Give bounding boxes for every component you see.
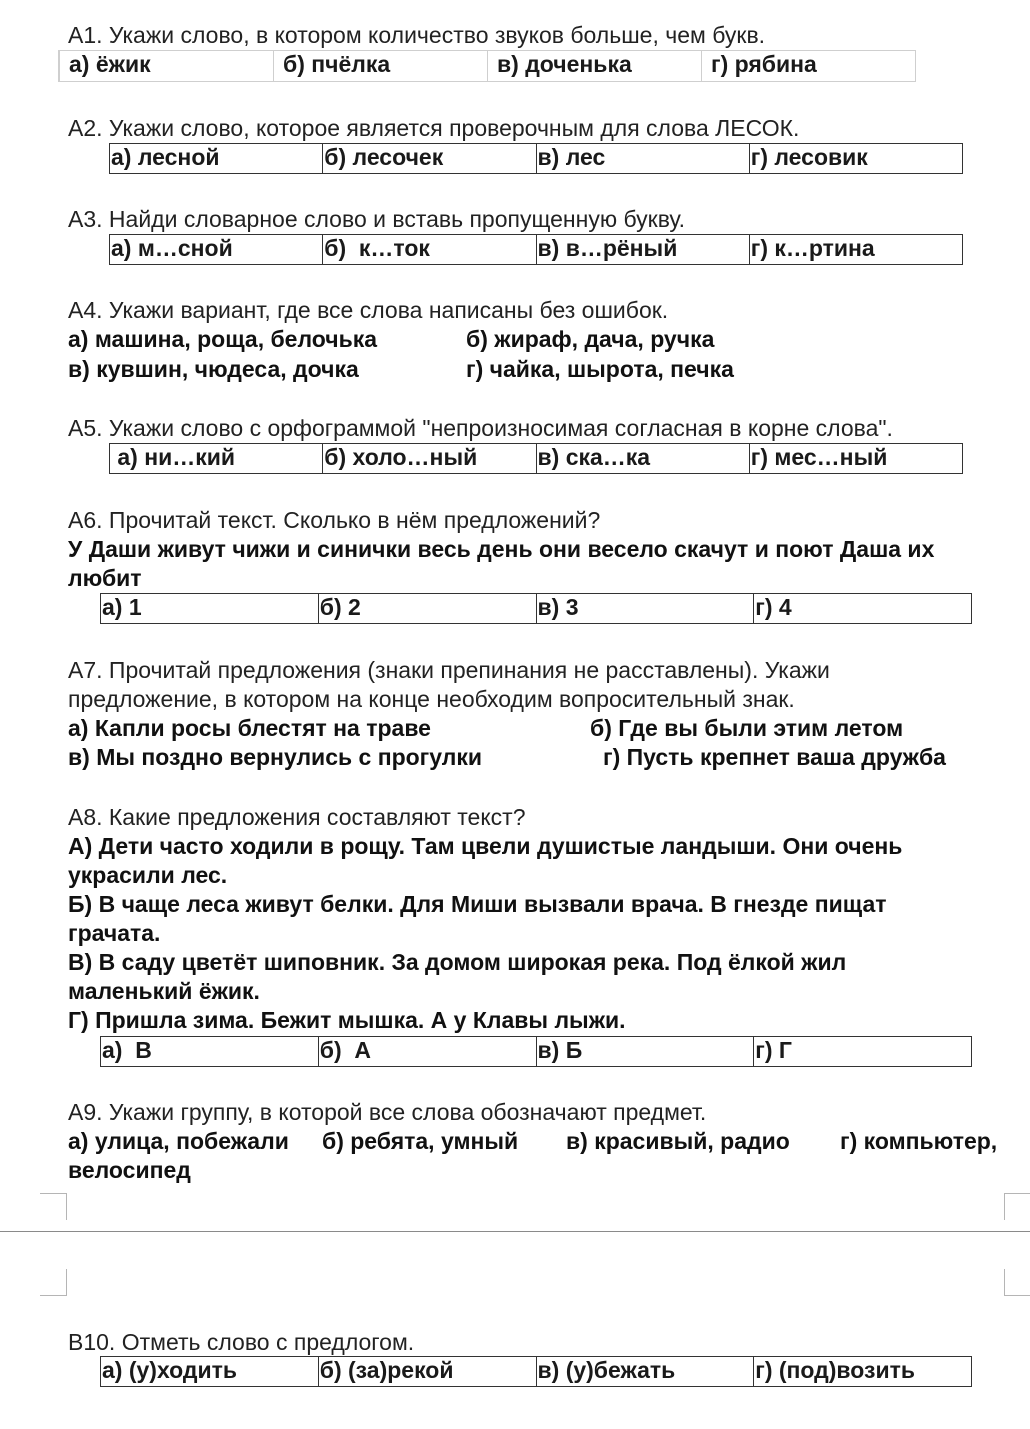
- option-d[interactable]: г) к…ртина: [749, 235, 962, 264]
- option-b[interactable]: б) пчёлка: [273, 51, 487, 81]
- option-b[interactable]: б) 2: [318, 594, 536, 623]
- options-a1: [58, 50, 916, 82]
- option-d[interactable]: г) компьютер,: [840, 1128, 998, 1154]
- options-a2: [109, 143, 963, 174]
- option-d[interactable]: г) рябина: [701, 51, 915, 81]
- option-c[interactable]: в) ска…ка: [536, 444, 749, 473]
- question-a4: А4. Укажи вариант, где все слова написаны без ошибок.: [68, 297, 669, 323]
- option-c[interactable]: в) в…рёный: [536, 235, 749, 264]
- option-c[interactable]: в) лес: [536, 144, 749, 173]
- page-corner-mark: [40, 1269, 67, 1296]
- option-d[interactable]: г) Г: [753, 1037, 971, 1066]
- option-d[interactable]: г) чайка, шырота, печка: [466, 356, 734, 382]
- option-b[interactable]: б) (за)рекой: [318, 1357, 536, 1386]
- question-a5: А5. Укажи слово с орфограммой "непроизносимая согласная в корне слова".: [68, 415, 893, 441]
- option-c[interactable]: в) (у)бежать: [536, 1357, 754, 1386]
- option-c[interactable]: в) кувшин, чюдеса, дочка: [68, 356, 359, 382]
- options-b10: [100, 1356, 972, 1387]
- text-variant-a-continued: украсили лес.: [68, 862, 228, 888]
- option-a[interactable]: а) В: [102, 1037, 152, 1063]
- option-d[interactable]: г) Пусть крепнет ваша дружба: [603, 744, 946, 770]
- option-c[interactable]: в) Мы поздно вернулись с прогулки: [68, 744, 483, 770]
- option-b[interactable]: б) ребята, умный: [322, 1128, 519, 1154]
- option-d[interactable]: г) лесовик: [749, 144, 962, 173]
- option-d[interactable]: г) 4: [753, 594, 971, 623]
- option-b[interactable]: б) жираф, дача, ручка: [466, 326, 715, 352]
- option-b[interactable]: б) А: [318, 1037, 536, 1066]
- option-d[interactable]: г) мес…ный: [749, 444, 962, 473]
- option-b[interactable]: б) холо…ный: [322, 444, 535, 473]
- option-a[interactable]: а) улица, побежали: [68, 1128, 289, 1154]
- option-a[interactable]: а) 1: [102, 594, 142, 620]
- option-b[interactable]: б) к…ток: [322, 235, 535, 264]
- question-b10: В10. Отметь слово с предлогом.: [68, 1329, 415, 1355]
- text-variant-d: Г) Пришла зима. Бежит мышка. А у Клавы лыжи.: [68, 1007, 626, 1033]
- a6-text: У Даши живут чижи и синички весь день они весело скачут и поют Даша их: [68, 536, 935, 562]
- option-c[interactable]: в) доченька: [487, 51, 701, 81]
- question-a8: А8. Какие предложения составляют текст?: [68, 804, 526, 830]
- page-corner-mark: [40, 1193, 67, 1220]
- option-a[interactable]: а) ни…кий: [111, 444, 236, 470]
- text-variant-b-continued: грачата.: [68, 920, 161, 946]
- options-a8: [100, 1036, 972, 1067]
- option-b[interactable]: б) лесочек: [322, 144, 535, 173]
- option-a[interactable]: а) ёжик: [59, 51, 273, 81]
- option-a[interactable]: а) лесной: [111, 144, 220, 170]
- option-c[interactable]: в) красивый, радио: [566, 1128, 790, 1154]
- option-c[interactable]: в) Б: [536, 1037, 754, 1066]
- question-a6: А6. Прочитай текст. Сколько в нём предложений?: [68, 507, 601, 533]
- text-variant-a: А) Дети часто ходили в рощу. Там цвели душистые ландыши. Они очень: [68, 833, 903, 859]
- page-corner-mark: [1004, 1269, 1030, 1296]
- question-a1: А1. Укажи слово, в котором количество звуков больше, чем букв.: [68, 22, 766, 48]
- question-a7: А7. Прочитай предложения (знаки препинания не расставлены). Укажи: [68, 657, 830, 683]
- text-variant-c: В) В саду цветёт шиповник. За домом широкая река. Под ёлкой жил: [68, 949, 847, 975]
- options-a3: [109, 234, 963, 265]
- option-a[interactable]: а) (у)ходить: [102, 1357, 238, 1383]
- option-d[interactable]: г) (под)возить: [753, 1357, 971, 1386]
- a6-text-continued: любит: [68, 565, 142, 591]
- text-variant-b: Б) В чаще леса живут белки. Для Миши вызвали врача. В гнезде пищат: [68, 891, 887, 917]
- option-c[interactable]: в) 3: [536, 594, 754, 623]
- page-break: [0, 1231, 1030, 1232]
- option-b[interactable]: б) Где вы были этим летом: [590, 715, 904, 741]
- page-corner-mark: [1004, 1193, 1030, 1220]
- option-a[interactable]: а) м…сной: [111, 235, 233, 261]
- options-a5: [109, 443, 963, 474]
- option-a[interactable]: а) Капли росы блестят на траве: [68, 715, 431, 741]
- question-a3: А3. Найди словарное слово и вставь пропущенную букву.: [68, 206, 686, 232]
- text-variant-c-continued: маленький ёжик.: [68, 978, 260, 1004]
- question-a7-continued: предложение, в котором на конце необходим вопросительный знак.: [68, 686, 795, 712]
- options-a6: [100, 593, 972, 624]
- option-d-continued: велосипед: [68, 1157, 191, 1183]
- question-a2: А2. Укажи слово, которое является проверочным для слова ЛЕСОК.: [68, 115, 800, 141]
- option-a[interactable]: а) машина, роща, белочька: [68, 326, 378, 352]
- question-a9: А9. Укажи группу, в которой все слова обозначают предмет.: [68, 1099, 707, 1125]
